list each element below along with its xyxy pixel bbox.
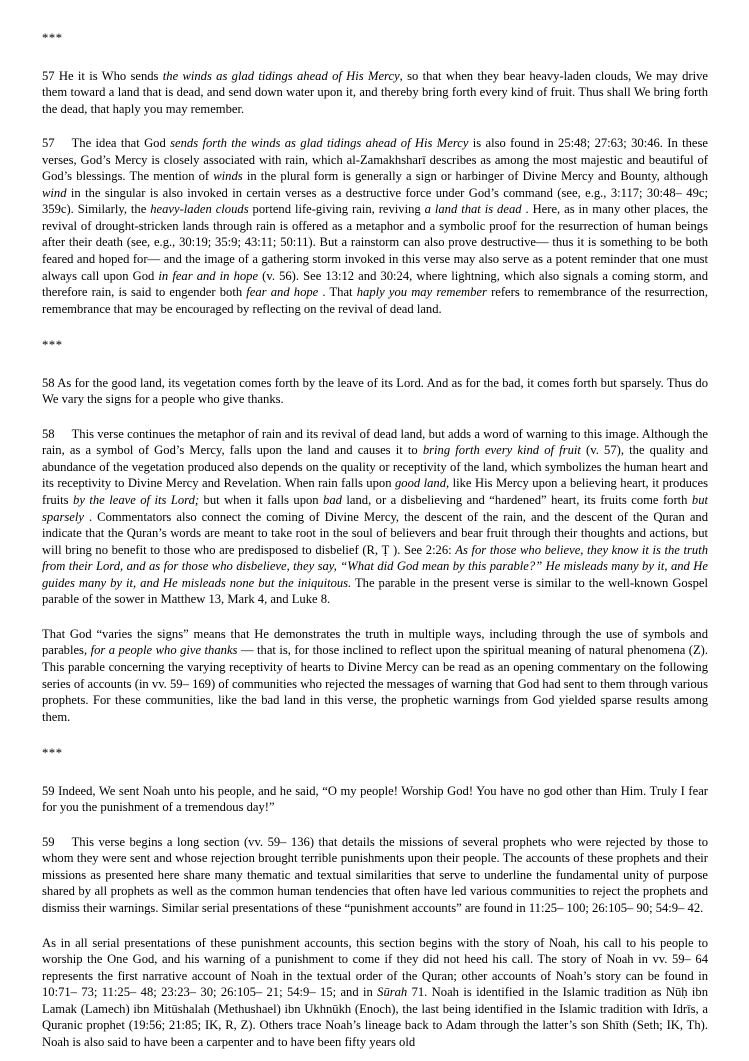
section-separator: *** [42,338,63,353]
commentary-number-58: 58 [42,426,55,441]
quran-verse-59: 59 Indeed, We sent Noah unto his people, and he said, “O my people! Worship God! You have no god other than Him. Truly I fear for you the punishment of a tremendous day!” [42,783,708,815]
commentary-57: 57 The idea that God sends forth the winds as glad tidings ahead of His Mercy is also found in 25:48; 27:63; 30:46. In these verses, God’s Mercy is closely associated with rain, which al-Zamakhsharī describes as among the most majestic and beautiful of God’s blessings. The mention of winds in the plural form is generally a sign or harbinger of Divine Mercy and Bounty, although wind in the singular is also invoked in certain verses as a destructive force under God’s command (see, e.g., 3:117; 30:48– 49c; 359c). Similarly, the heavy-laden clouds portend life-giving rain, reviving a land that is dead . Here, as in many other places, the revival of drought-stricken lands through rain is offered as a metaphor and a symbolic proof for the resurrection of human beings after their death (see, e.g., 30:19; 35:9; 43:11; 50:11). But a rainstorm can also prove destructive— thus it is something to be both feared and hoped for— and the image of a gathering storm invoked in this verse may also serve as a potent reminder that one must always call upon God in fear and in hope (v. 56). See 13:12 and 30:24, where lightning, which also signals a coming storm, and therefore rain, is said to engender both fear and hope . That haply you may remember refers to remembrance of the resurrection, remembrance that may be encouraged by reflecting on the revival of dead land. [42,136,708,316]
quran-verse-57: 57 He it is Who sends the winds as glad tidings ahead of His Mercy, so that when they bear heavy-laden clouds, We may drive them toward a land that is dead, and send down water upon it, and thereby bring forth every kind of fruit. Thus shall We bring forth the dead, that haply you may remember. [42,68,708,116]
section-separator: *** [42,746,63,761]
commentary-58-continued: That God “varies the signs” means that He demonstrates the truth in multiple ways, including through the use of symbols and parables, for a people who give thanks — that is, for those inclined to reflect upon the spiritual meaning of natural phenomena (Z). This parable concerning the varying receptivity of hearts to Divine Mercy can be read as an opening commentary on the following series of accounts (in vv. 59– 169) of communities who rejected the messages of warning that God had sent to them through various prophets. For these communities, like the bad land in this verse, the prophetic warnings from God yielded sparse results among them. [42,626,708,724]
commentary-59-continued: As in all serial presentations of these punishment accounts, this section begins with the story of Noah, his call to his people to worship the One God, and his warning of a punishment to come if they did not heed his call. The story of Noah in vv. 59– 64 represents the first narrative account of Noah in the textual order of the Quran; other accounts of Noah’s story can be found in 10:71– 73; 11:25– 48; 23:23– 30; 26:105– 21; 54:9– 15; and in Sūrah 71. Noah is identified in the Islamic tradition as Nūḥ ibn Lamak (Lamech) ibn Mitūshalah (Methushael) ibn Ukhnūkh (Enoch), the last being identified in the Islamic tradition with Idrīs, a Quranic prophet (19:56; 21:85; IK, R, Z). Others trace Noah’s lineage back to Adam through the latter’s son Shīth (Seth; IK, Th). Noah is also said to have been a carpenter and to have been fifty years old [42,935,708,1049]
section-separator: *** [42,31,63,45]
page-text-column [42,30,708,1050]
commentary-58: 58 This verse continues the metaphor of rain and its revival of dead land, but adds a word of warning to this image. Although the rain, as a symbol of God’s Mercy, falls upon the land and causes it to bring forth every kind of fruit (v. 57), the quality and abundance of the vegetation produced also depends on the quality or receptivity of the land, which symbolizes the human heart and its receptivity to Divine Mercy and Revelation. When rain falls upon good land, like His Mercy upon a believing heart, it produces fruits by the leave of its Lord; but when it falls upon bad land, or a disbelieving and “hardened” heart, its fruits come forth but sparsely . Commentators also connect the coming of Divine Mercy, the descent of the rain, and the descent of the Quran and indicate that the Quran’s words are meant to take root in the soul of believers and bear fruit through their thoughts and actions, but will bring no benefit to those who are predisposed to disbelief (R, Ṭ ). See 2:26: As for those who believe, they know it is the truth from their Lord, and as for those who disbelieve, they say, “What did God mean by this parable?” He misleads many by it, and He guides many by it, and He misleads none but the iniquitous. The parable in the present verse is similar to the well-known Gospel parable of the sower in Matthew 13, Mark 4, and Luke 8. [42,426,709,607]
commentary-59: 59 This verse begins a long section (vv. 59– 136) that details the missions of several prophets who were rejected by those to whom they were sent and whose rejection brought terrible punishments upon their people. The accounts of these prophets and their missions as presented here share many thematic and textual similarities that serve to underline the fundamental unity of purpose shared by all prophets as well as the common human tendencies that often have led various communities to reject the prophets and dismiss their warnings. Similar serial presentations of these “punishment accounts” are found in 11:25– 100; 26:105– 90; 54:9– 42. [42,834,708,915]
commentary-number-57: 57 [42,136,55,151]
quran-verse-58: 58 As for the good land, its vegetation comes forth by the leave of its Lord. And as for the bad, it comes forth but sparsely. Thus do We vary the signs for a people who give thanks. [42,375,708,407]
commentary-number-59: 59 [42,834,55,849]
